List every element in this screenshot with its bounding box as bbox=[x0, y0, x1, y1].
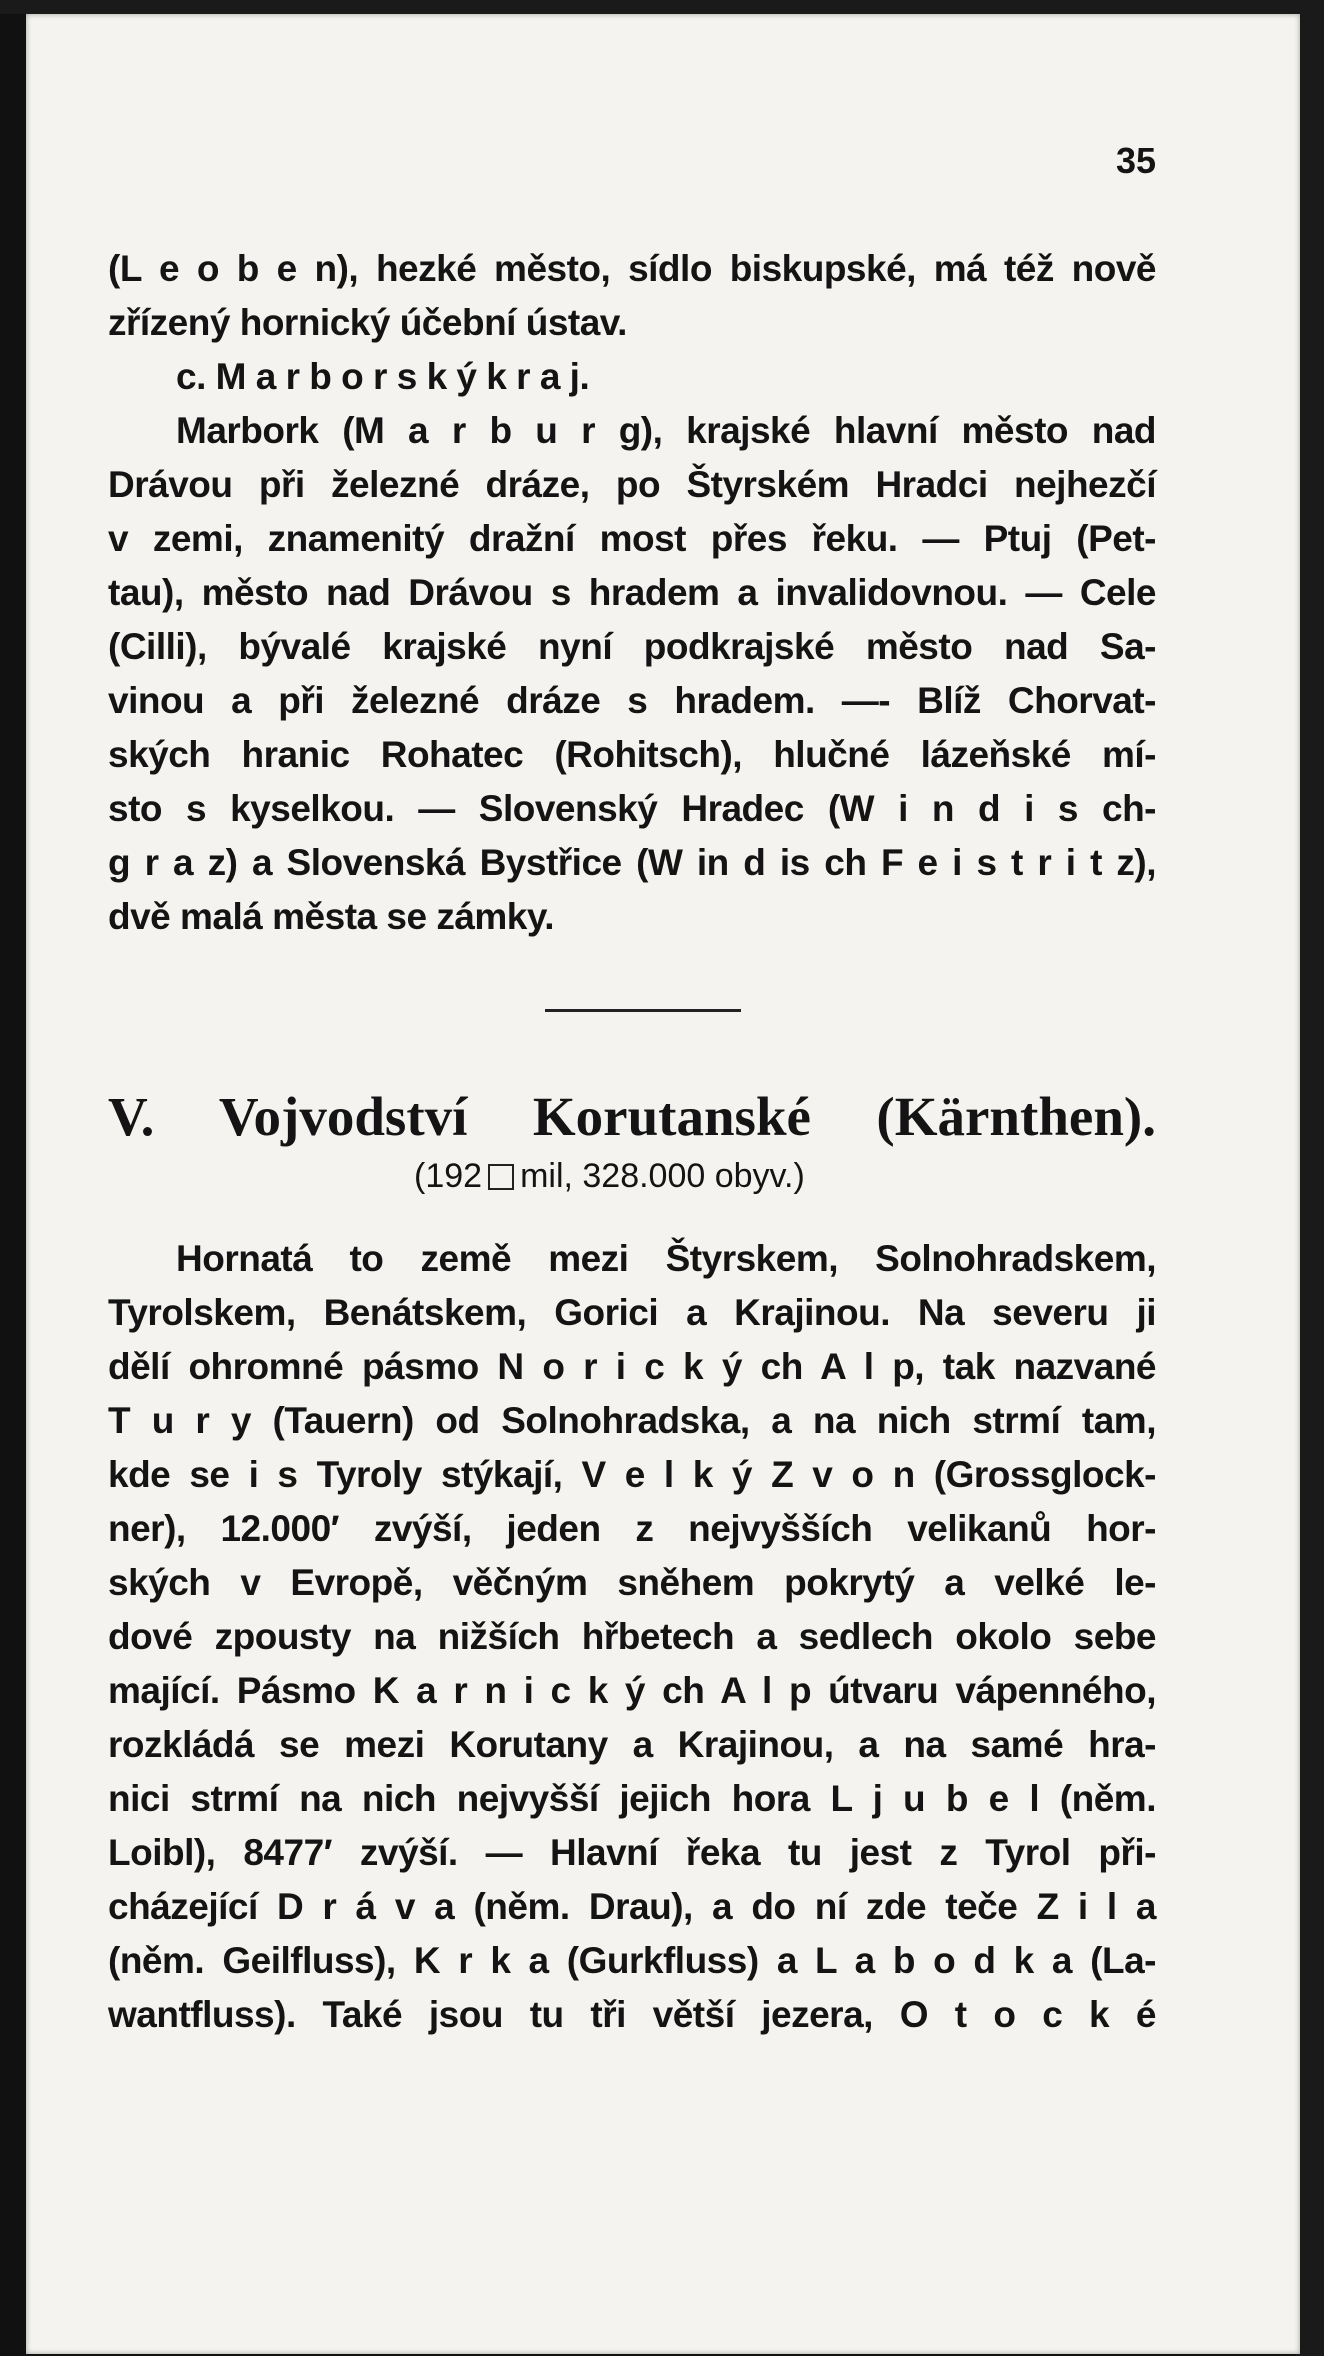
book-page bbox=[26, 14, 1300, 2354]
area-value: (192 bbox=[414, 1157, 483, 1195]
text-line: kde se i s Tyroly stýkají, V e l k ý Z v o n (Grossglock- bbox=[108, 1454, 1156, 1495]
text-line: T u r y (Tauern) od Solnohradska, a na nich strmí tam, bbox=[108, 1400, 1156, 1441]
text-line: (něm. Geilfluss), K r k a (Gurkfluss) a L a b o d k a (La- bbox=[108, 1940, 1156, 1981]
square-symbol-icon bbox=[488, 1164, 514, 1190]
text-line: (Cilli), bývalé krajské nyní podkrajské město nad Sa- bbox=[108, 626, 1156, 667]
text-line: dové zpousty na nižších hřbetech a sedlech okolo sebe bbox=[108, 1616, 1156, 1657]
population-value: mil, 328.000 obyv.) bbox=[520, 1157, 805, 1195]
page-number: 35 bbox=[1115, 140, 1156, 181]
text-line: vinou a při železné dráze s hradem. —- Blíž Chorvat- bbox=[108, 680, 1156, 721]
text-line: wantfluss). Také jsou tu tři větší jezera, O t o c k é bbox=[108, 1994, 1156, 2035]
text-line: ských hranic Rohatec (Rohitsch), hlučné lázeňské mí- bbox=[108, 734, 1156, 775]
section-divider bbox=[545, 1009, 741, 1012]
text-line: dělí ohromné pásmo N o r i c k ý ch A l p, tak nazvané bbox=[108, 1346, 1156, 1387]
chapter-heading: V. Vojvodství Korutanské (Kärnthen). bbox=[108, 1086, 1156, 1147]
text-line: Tyrolskem, Benátskem, Gorici a Krajinou. Na severu ji bbox=[108, 1292, 1156, 1333]
text-line: ských v Evropě, věčným sněhem pokrytý a velké le- bbox=[108, 1562, 1156, 1603]
text-line: Loibl), 8477′ zvýší. — Hlavní řeka tu jest z Tyrol při- bbox=[108, 1832, 1156, 1873]
text-line: Marbork (M a r b u r g), krajské hlavní město nad bbox=[176, 410, 1156, 451]
text-line: Hornatá to země mezi Štyrskem, Solnohradskem, bbox=[176, 1238, 1156, 1279]
text-line: Drávou při železné dráze, po Štyrském Hradci nejhezčí bbox=[108, 464, 1156, 505]
chapter-subheading bbox=[414, 1154, 884, 1198]
scan-border-right bbox=[1296, 0, 1324, 2356]
scan-border-top bbox=[0, 0, 1324, 14]
text-line: tau), město nad Drávou s hradem a invalidovnou. — Cele bbox=[108, 572, 1156, 613]
text-line: dvě malá města se zámky. bbox=[108, 896, 554, 937]
text-line: cházející D r á v a (něm. Drau), a do ní zde teče Z i l a bbox=[108, 1886, 1156, 1927]
text-line: mající. Pásmo K a r n i c k ý ch A l p útvaru vápenného, bbox=[108, 1670, 1156, 1711]
text-line: g r a z) a Slovenská Bystřice (W in d is ch F e i s t r i t z), bbox=[108, 842, 1156, 883]
text-line: nici strmí na nich nejvyšší jejich hora L j u b e l (něm. bbox=[108, 1778, 1156, 1819]
text-line: sto s kyselkou. — Slovenský Hradec (W i n d i s ch- bbox=[108, 788, 1156, 829]
text-line: zřízený hornický účební ústav. bbox=[108, 302, 627, 343]
text-line: rozkládá se mezi Korutany a Krajinou, a na samé hra- bbox=[108, 1724, 1156, 1765]
text-line: (L e o b e n), hezké město, sídlo biskupské, má též nově bbox=[108, 248, 1156, 289]
text-line: v zemi, znamenitý dražní most přes řeku. — Ptuj (Pet- bbox=[108, 518, 1156, 559]
region-heading: c. M a r b o r s k ý k r a j. bbox=[176, 356, 590, 397]
text-line: ner), 12.000′ zvýší, jeden z nejvyšších velikanů hor- bbox=[108, 1508, 1156, 1549]
